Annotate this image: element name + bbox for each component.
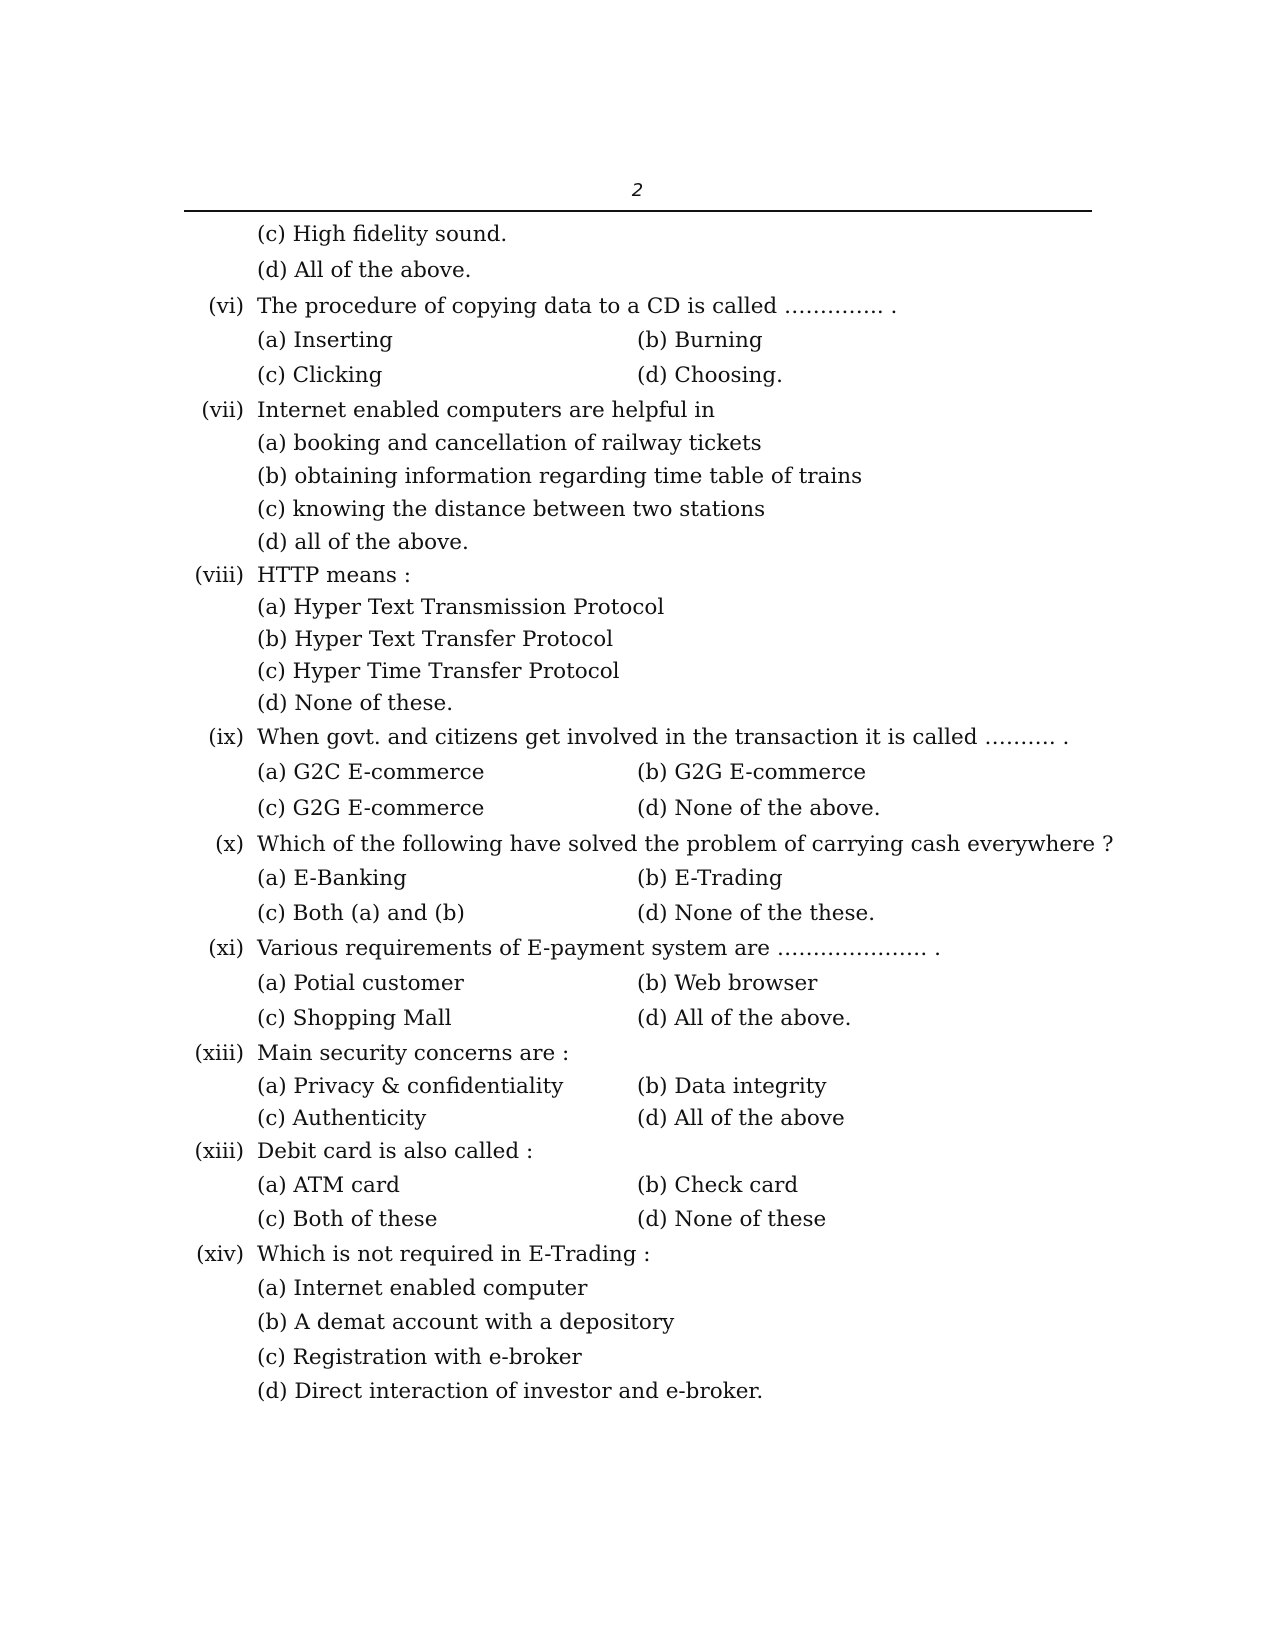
option-b: (b) Data integrity [637,1074,827,1099]
question-text: Main security concerns are : [257,1041,570,1066]
option-d: (d) all of the above. [257,530,469,555]
option-d: (d) None of these. [257,691,454,716]
option-a: (a) Privacy & confidentiality [257,1074,564,1099]
option-c: (c) Both of these [257,1207,438,1232]
option-c: (c) Registration with e-broker [257,1345,582,1370]
question-text: Various requirements of E-payment system are ………………… . [257,936,942,961]
option-c: (c) Both (a) and (b) [257,901,465,926]
question-number: (xi) [208,936,244,961]
question-number: (vii) [201,398,244,423]
option-b: (b) Check card [637,1173,799,1198]
option-b: (b) A demat account with a depository [257,1310,675,1335]
option-c: (c) knowing the distance between two stations [257,497,766,522]
option-a: (a) booking and cancellation of railway tickets [257,431,762,456]
question-number: (vi) [208,294,244,319]
option-a: (a) Internet enabled computer [257,1276,588,1301]
question-text: Debit card is also called : [257,1139,534,1164]
option-d: (d) All of the above. [637,1006,852,1031]
option-c: (c) Shopping Mall [257,1006,452,1031]
question-number: (ix) [208,725,244,750]
option-a: (a) G2C E-commerce [257,760,485,785]
option-c-prev: (c) High fidelity sound. [257,222,508,247]
question-text: Which is not required in E-Trading : [257,1242,651,1267]
question-text: HTTP means : [257,563,412,588]
option-d-prev: (d) All of the above. [257,258,472,283]
question-text: Internet enabled computers are helpful in [257,398,715,423]
option-a: (a) Inserting [257,328,393,353]
option-c: (c) G2G E-commerce [257,796,485,821]
question-number: (xiii) [194,1139,244,1164]
question-text: Which of the following have solved the problem of carrying cash everywhere ? [257,832,1114,857]
question-number: (viii) [194,563,244,588]
option-a: (a) ATM card [257,1173,400,1198]
question-number: (xiv) [196,1242,244,1267]
option-a: (a) Hyper Text Transmission Protocol [257,595,665,620]
option-b: (b) G2G E-commerce [637,760,867,785]
question-number: (x) [215,832,244,857]
option-b: (b) E-Trading [637,866,783,891]
option-d: (d) Direct interaction of investor and e-broker. [257,1379,764,1404]
question-number: (xiii) [194,1041,244,1066]
question-text: When govt. and citizens get involved in the transaction it is called ………. . [257,725,1070,750]
option-b: (b) Burning [637,328,763,353]
option-b: (b) Hyper Text Transfer Protocol [257,627,614,652]
option-c: (c) Hyper Time Transfer Protocol [257,659,620,684]
option-d: (d) None of the these. [637,901,876,926]
option-c: (c) Clicking [257,363,383,388]
page-number: 2 [631,180,644,201]
option-d: (d) Choosing. [637,363,783,388]
option-b: (b) Web browser [637,971,818,996]
option-d: (d) None of these [637,1207,827,1232]
option-d: (d) None of the above. [637,796,881,821]
option-c: (c) Authenticity [257,1106,427,1131]
option-d: (d) All of the above [637,1106,845,1131]
option-b: (b) obtaining information regarding time table of trains [257,464,863,489]
header-rule [184,210,1092,212]
question-text: The procedure of copying data to a CD is called ………….. . [257,294,898,319]
option-a: (a) E-Banking [257,866,407,891]
option-a: (a) Potial customer [257,971,464,996]
